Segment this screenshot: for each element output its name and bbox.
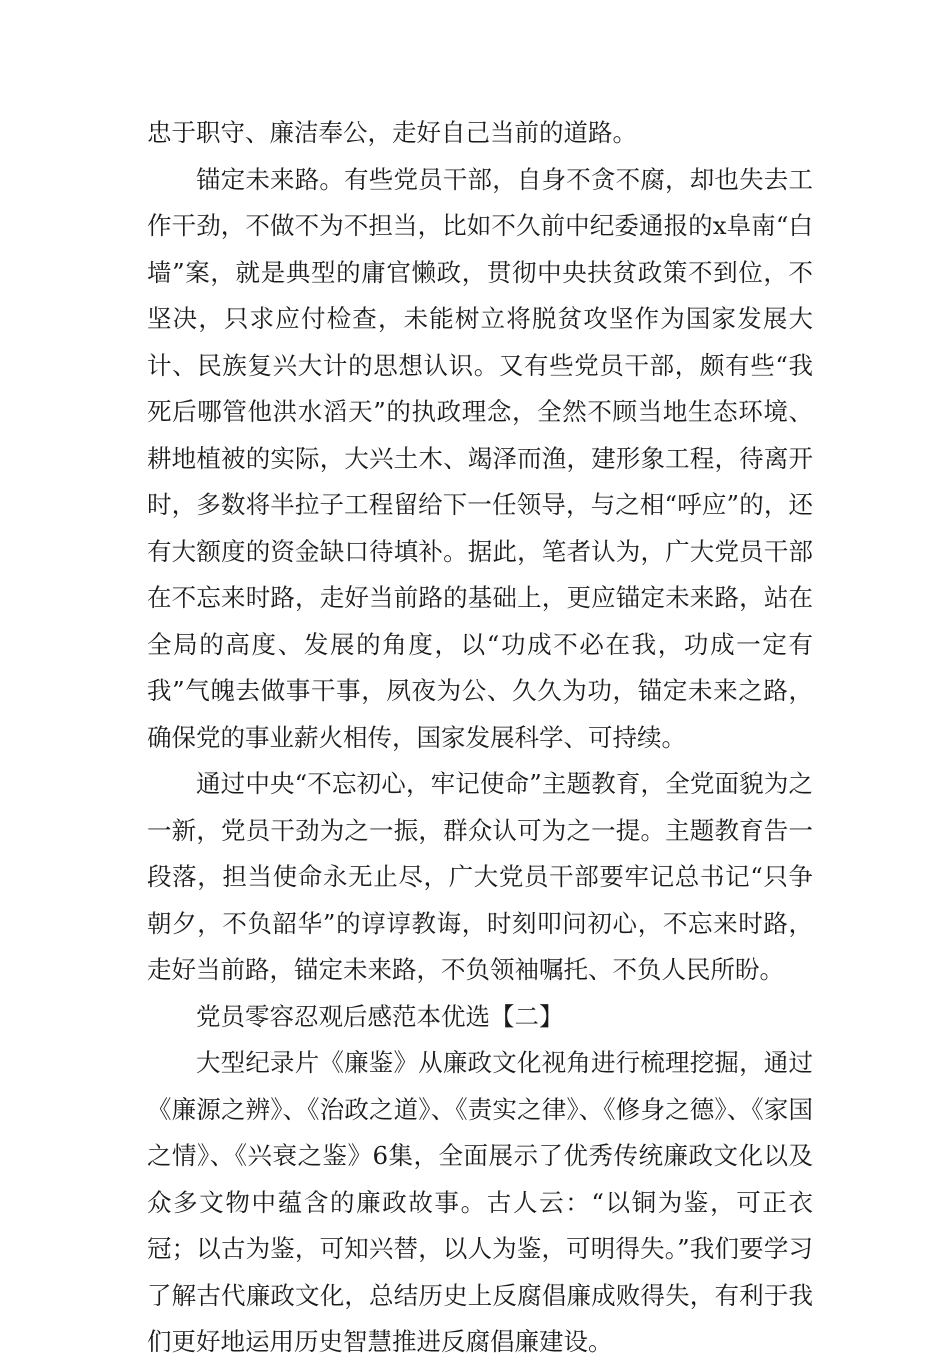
- paragraph-documentary-lianjian: 大型纪录片《廉鉴》从廉政文化视角进行梳理挖掘，通过《廉源之辨》、《治政之道》、《责实之律》、《修身之德》、《家国之情》、《兴衰之鉴》6集，全面展示了优秀传统廉政文化以及众多文物中蕴含的廉政故事。古人云：“以铜为鉴，可正衣冠；以古为鉴，可知兴替，以人为鉴，可明得失。”我们要学习了解古代廉政文化，总结历史上反腐倡廉成败得失，有利于我们更好地运用历史智慧推进反腐倡廉建设。: [147, 1048, 813, 1356]
- paragraph-theme-education: 通过中央“不忘初心，牢记使命”主题教育，全党面貌为之一新，党员干劲为之一振，群众认可为之一提。主题教育告一段落，担当使命永无止尽，广大党员干部要牢记总书记“只争朝夕，不负韶华”的谆谆教诲，时刻叩问初心，不忘来时路，走好当前路，锚定未来路，不负领袖嘱托、不负人民所盼。: [147, 769, 813, 984]
- paragraph-continuation: 忠于职守、廉洁奉公，走好自己当前的道路。: [147, 118, 637, 147]
- paragraph-anchor-future-road: 锚定未来路。有些党员干部，自身不贪不腐，却也失去工作干劲，不做不为不担当，比如不久前中纪委通报的x阜南“白墙”案，就是典型的庸官懒政，贯彻中央扶贫政策不到位，不坚决，只求应付检查，未能树立将脱贫攻坚作为国家发展大计、民族复兴大计的思想认识。又有些党员干部，颇有些“我死后哪管他洪水滔天”的执政理念，全然不顾当地生态环境、耕地植被的实际，大兴土木、竭泽而渔，建形象工程，待离开时，多数将半拉子工程留给下一任领导，与之相“呼应”的，还有大额度的资金缺口待填补。据此，笔者认为，广大党员干部在不忘来时路，走好当前路的基础上，更应锚定未来路，站在全局的高度、发展的角度，以“功成不必在我，功成一定有我”气魄去做事干事，夙夜为公、久久为功，锚定未来之路，确保党的事业薪火相传，国家发展科学、可持续。: [147, 164, 813, 752]
- document-body: [147, 110, 813, 1366]
- section-heading: 党员零容忍观后感范本优选【二】: [196, 1001, 564, 1031]
